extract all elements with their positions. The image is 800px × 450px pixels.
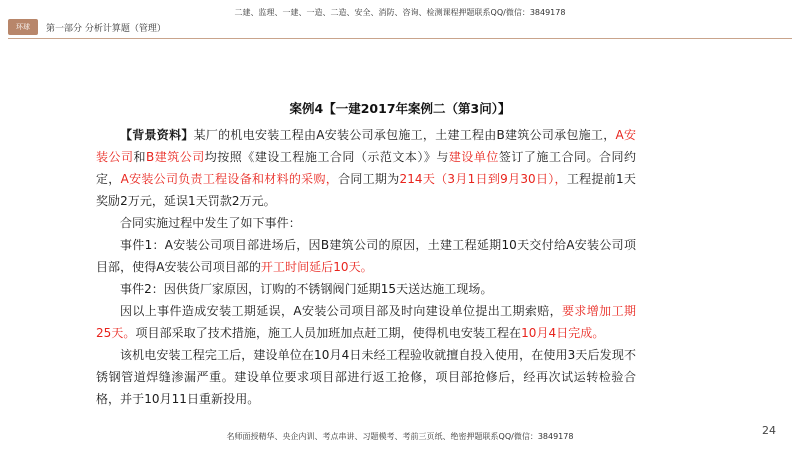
text-run: 该机电安装工程完工后，建设单位在10月4日未经工程验收就擅自投入使用，在使用3天后发现不锈钢管道焊缝渗漏严重。建设单位要求项目部进行返工抢修，项目部抢修后，经再次试运转检验合格，并于10月11日重新投用。 <box>96 348 636 406</box>
label-text: 【背景资料】 <box>120 128 194 142</box>
highlight-text: A安装公司负责工程设备和材料的采购， <box>120 172 339 186</box>
highlight-text: 10月4日完成。 <box>521 326 605 340</box>
highlight-text: 要求增加工期25天。 <box>96 304 636 340</box>
section-title: 第一部分 分析计算题（管理） <box>46 23 166 34</box>
text-run: 签订了施工合同。合同约定， <box>96 150 637 186</box>
text-run: 合同工期为 <box>338 172 400 186</box>
text-run: 和 <box>133 150 147 164</box>
highlight-text: 开工时间延后10天。 <box>260 260 373 274</box>
paragraph <box>96 234 636 278</box>
text-run: 某厂的机电安装工程由A安装公司承包施工，土建工程由B建筑公司承包施工， <box>193 128 616 142</box>
highlight-text: 建设单位 <box>448 150 499 164</box>
text-run: 项目部采取了技术措施，施工人员加班加点赶工期，使得机电安装工程在 <box>135 326 522 340</box>
footer-banner: 名师面授精华、央企内训、考点串讲、习题模考、考前三页纸、绝密押题联系QQ/微信：3849178 <box>226 432 574 441</box>
paragraph <box>96 124 636 212</box>
paragraph <box>96 300 636 344</box>
text-run: 事件1：A安装公司项目部进场后，因B建筑公司的原因，土建工程延期10天交付给A安装公司项目部，使得A安装公司项目部的 <box>96 238 636 274</box>
text-run: 因以上事件造成安装工期延误，A安装公司项目部及时向建设单位提出工期索赔， <box>120 304 563 318</box>
highlight-text: A安装公司 <box>96 128 636 164</box>
page-number: 24 <box>762 424 776 437</box>
header <box>8 16 166 38</box>
logo: 环球 <box>8 19 38 35</box>
highlight-text: B建筑公司 <box>146 150 205 164</box>
text-run: 工程提前1天奖励2万元，延误1天罚款2万元。 <box>96 172 636 208</box>
case-title: 案例4【一建2017年案例二（第3问）】 <box>289 101 511 116</box>
paragraph <box>96 344 636 410</box>
text-run: 事件2：因供货厂家原因，订购的不锈钢阀门延期15天送达施工现场。 <box>120 282 493 296</box>
paragraph <box>96 278 636 300</box>
highlight-text: 214天（3月1日到9月30日）， <box>399 172 567 186</box>
body-text <box>96 124 636 410</box>
header-divider <box>8 38 792 39</box>
text-run: 合同实施过程中发生了如下事件： <box>120 216 301 230</box>
top-banner: 二建、监理、一建、一造、二造、安全、消防、咨询、检测课程押题联系QQ/微信：3849178 <box>234 8 566 17</box>
text-run: 均按照《建设工程施工合同（示范文本）》与 <box>204 150 449 164</box>
paragraph <box>96 212 636 234</box>
